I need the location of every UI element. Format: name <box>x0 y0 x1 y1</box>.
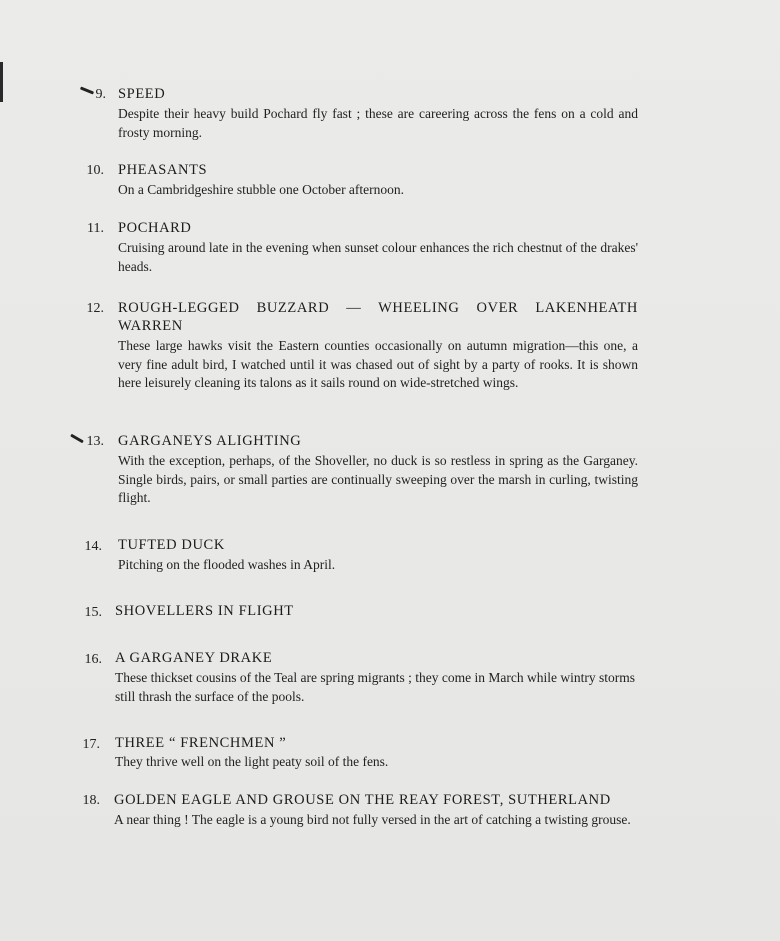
entry-title: THREE “ FRENCHMEN ” <box>115 735 287 751</box>
entry-description: These thickset cousins of the Teal are spring migrants ; they come in March while wintry storms still thrash the surface of the pools. <box>115 670 635 704</box>
entry-number: 14. <box>84 539 102 554</box>
entry-number: 10. <box>86 163 104 178</box>
entry-number: 9. <box>95 87 106 102</box>
entry-title: GOLDEN EAGLE AND GROUSE ON THE REAY FOREST, SUTHERLAND <box>114 792 611 808</box>
margin-rule <box>0 62 3 102</box>
entry-title: SPEED <box>118 86 166 102</box>
entry-description: With the exception, perhaps, of the Shoveller, no duck is so restless in spring as the Garganey. Single birds, pairs, or small parties are continually sweeping over the marsh in curling, twisting flight. <box>118 453 638 505</box>
entry-description: These large hawks visit the Eastern counties occasionally on autumn migration—this one, a very fine adult bird, I watched until it was chased out of sight by a party of rooks. It is shown here leisurely cleaning its talons as it sails round on wide-stretched wings. <box>118 338 638 390</box>
entry-title: POCHARD <box>118 220 192 236</box>
entry-title: A GARGANEY DRAKE <box>115 650 273 666</box>
entry-number: 16. <box>84 652 102 667</box>
entry-title: SHOVELLERS IN FLIGHT <box>115 603 294 619</box>
entry-description: Cruising around late in the evening when sunset colour enhances the rich chestnut of the drakes' heads. <box>118 240 638 274</box>
entry-description: Despite their heavy build Pochard fly fast ; these are careering across the fens on a cold and frosty morning. <box>118 106 638 140</box>
entry-number: 15. <box>84 605 102 620</box>
entry-title: TUFTED DUCK <box>118 537 225 553</box>
entry-number: 12. <box>86 301 104 316</box>
entry-number: 17. <box>82 737 100 752</box>
entry-description: On a Cambridgeshire stubble one October afternoon. <box>118 182 405 197</box>
entry-description: A near thing ! The eagle is a young bird not fully versed in the art of catching a twisting grouse. <box>114 812 631 827</box>
entry-number: 11. <box>87 221 104 236</box>
entry-description: Pitching on the flooded washes in April. <box>118 557 336 572</box>
entry-title: PHEASANTS <box>118 162 208 178</box>
entry-title: GARGANEYS ALIGHTING <box>118 433 302 449</box>
entry-description: They thrive well on the light peaty soil of the fens. <box>115 754 389 769</box>
entry-title: ROUGH-LEGGED BUZZARD — WHEELING OVER LAKENHEATH WARREN <box>118 300 638 334</box>
entry-number: 18. <box>82 793 100 808</box>
entry-number: 13. <box>86 434 104 449</box>
